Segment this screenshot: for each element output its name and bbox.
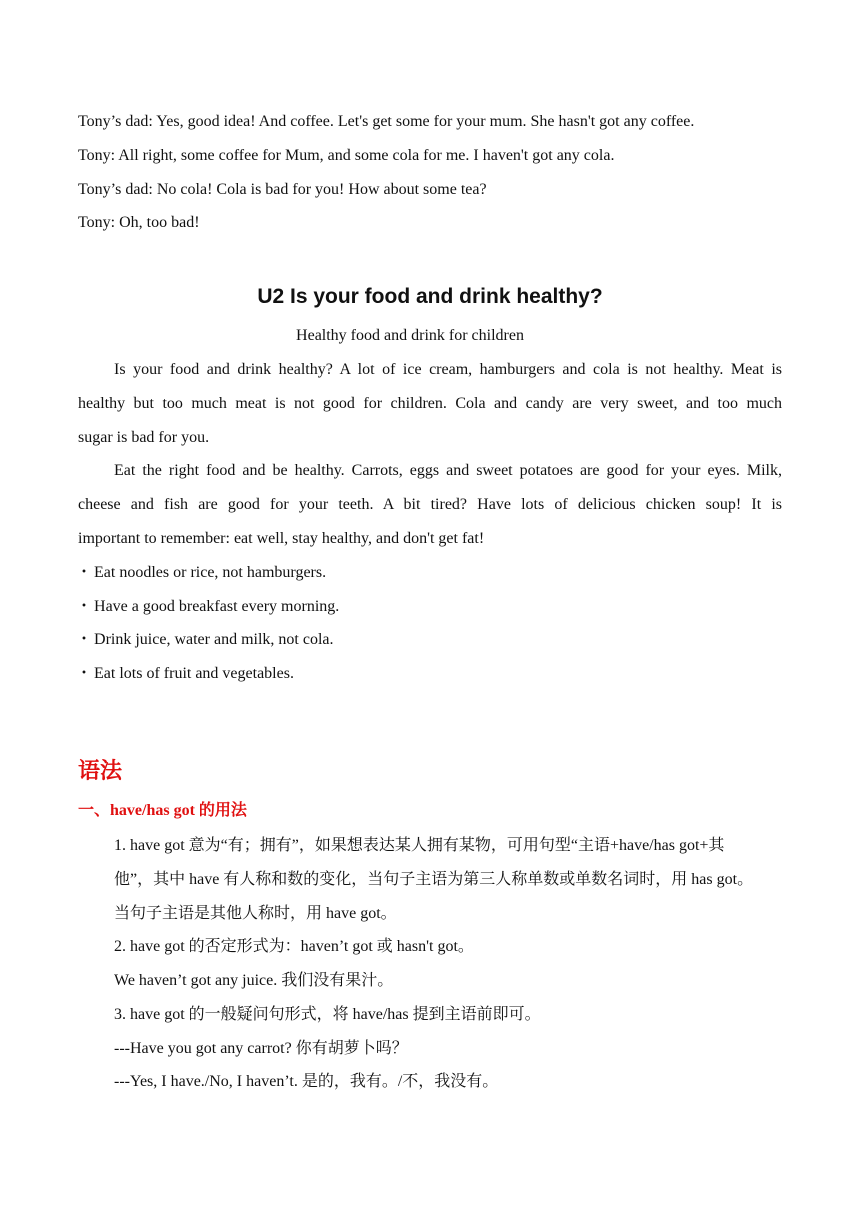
grammar-line: 1. have got 意为“有；拥有”，如果想表达某人拥有某物，可用句型“主语+have/has got+其 — [114, 837, 725, 854]
grammar-line: 3. have got 的一般疑问句形式，将 have/has 提到主语前即可。 — [114, 1006, 541, 1023]
grammar-example: ---Have you got any carrot? 你有胡萝卜吗？ — [114, 1040, 408, 1057]
grammar-line: 他”，其中 have 有人称和数的变化，当句子主语为第三人称单数或单数名词时，用 has got。 — [114, 871, 754, 888]
unit-title: U2 Is your food and drink healthy? — [257, 285, 603, 308]
dialogue-line: Tony’s dad: Yes, good idea! And coffee. Let's get some for your mum. She hasn't got any coffee. — [78, 113, 695, 130]
dialogue-line: Tony: Oh, too bad! — [78, 214, 200, 231]
grammar-example: We haven’t got any juice. 我们没有果汁。 — [114, 972, 394, 989]
paragraph2-line1: Eat the right food and be healthy. Carrots, eggs and sweet potatoes are good for your eyes. Milk, — [114, 462, 782, 479]
grammar-line: 2. have got 的否定形式为：haven’t got 或 hasn't got。 — [114, 938, 474, 955]
tip-text: Have a good breakfast every morning. — [94, 598, 340, 615]
tip-text: Eat lots of fruit and vegetables. — [94, 665, 294, 682]
tip-item — [76, 630, 334, 650]
grammar-example: ---Yes, I have./No, I haven’t. 是的，我有。/不，我没有。 — [114, 1073, 499, 1090]
paragraph2-line3: important to remember: eat well, stay healthy, and don't get fat! — [78, 530, 485, 547]
tip-text: Drink juice, water and milk, not cola. — [94, 631, 334, 648]
dialogue-line: Tony: All right, some coffee for Mum, and some cola for me. I haven't got any cola. — [78, 147, 615, 164]
grammar-subheading: 一、have/has got 的用法 — [78, 802, 247, 819]
tip-item — [76, 664, 294, 684]
grammar-section-title: 语法 — [78, 759, 123, 784]
tip-item — [76, 563, 326, 583]
grammar-line: 当句子主语是其他人称时，用 have got。 — [114, 905, 397, 922]
tip-text: Eat noodles or rice, not hamburgers. — [94, 564, 327, 581]
paragraph1-line3: sugar is bad for you. — [78, 429, 210, 446]
paragraph1-line1: Is your food and drink healthy? A lot of ice cream, hamburgers and cola is not healthy. Meat is — [114, 361, 782, 378]
passage-title: Healthy food and drink for children — [296, 327, 524, 344]
dialogue-line: Tony’s dad: No cola! Cola is bad for you! How about some tea? — [78, 181, 487, 198]
bullet-icon: ・ — [76, 564, 93, 581]
bullet-icon: ・ — [76, 665, 93, 682]
tip-item — [76, 597, 339, 617]
paragraph2-line2: cheese and fish are good for your teeth. A bit tired? Have lots of delicious chicken soup! It is — [78, 496, 782, 513]
bullet-icon: ・ — [76, 598, 93, 615]
bullet-icon: ・ — [76, 631, 93, 648]
paragraph1-line2: healthy but too much meat is not good for children. Cola and candy are very sweet, and too much — [78, 395, 782, 412]
